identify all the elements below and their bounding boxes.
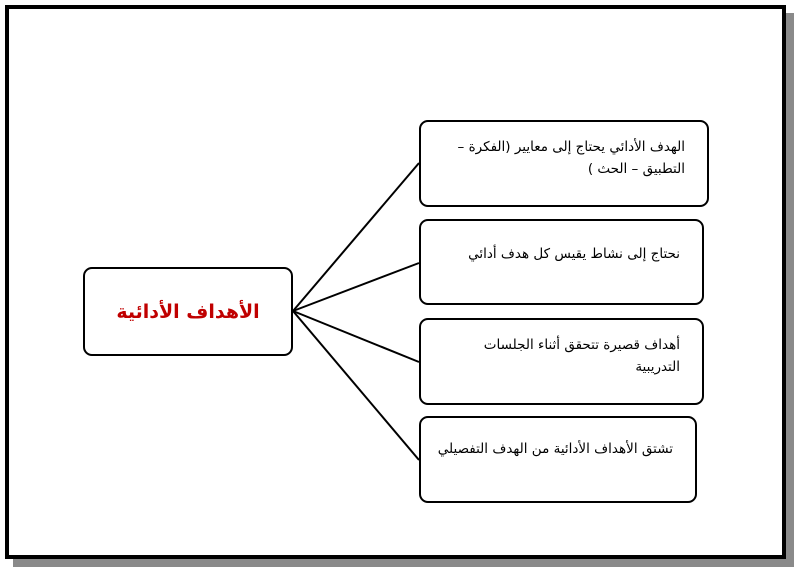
connector-line-3: [293, 311, 419, 362]
branch-node-text: أهداف قصيرة تتحقق أثناء الجلسات التدريبية: [483, 337, 680, 375]
connector-line-4: [293, 311, 419, 460]
branch-node-text: نحتاج إلى نشاط يقيس كل هدف أدائي: [468, 246, 680, 262]
main-node: [83, 267, 293, 356]
branch-node-derived: [419, 416, 697, 503]
branch-node-short-goals: [419, 318, 704, 405]
main-node-label: الأهداف الأدائية: [116, 300, 260, 323]
branch-node-criteria: [419, 120, 709, 207]
connector-line-1: [293, 163, 419, 311]
branch-node-activity: [419, 219, 704, 305]
branch-node-text: الهدف الأدائي يحتاج إلى معايير (الفكرة – التطبيق – الحث ): [457, 139, 685, 177]
branch-node-text: تشتق الأهداف الأدائية من الهدف التفصيلي: [437, 441, 673, 457]
connector-line-2: [293, 263, 419, 311]
